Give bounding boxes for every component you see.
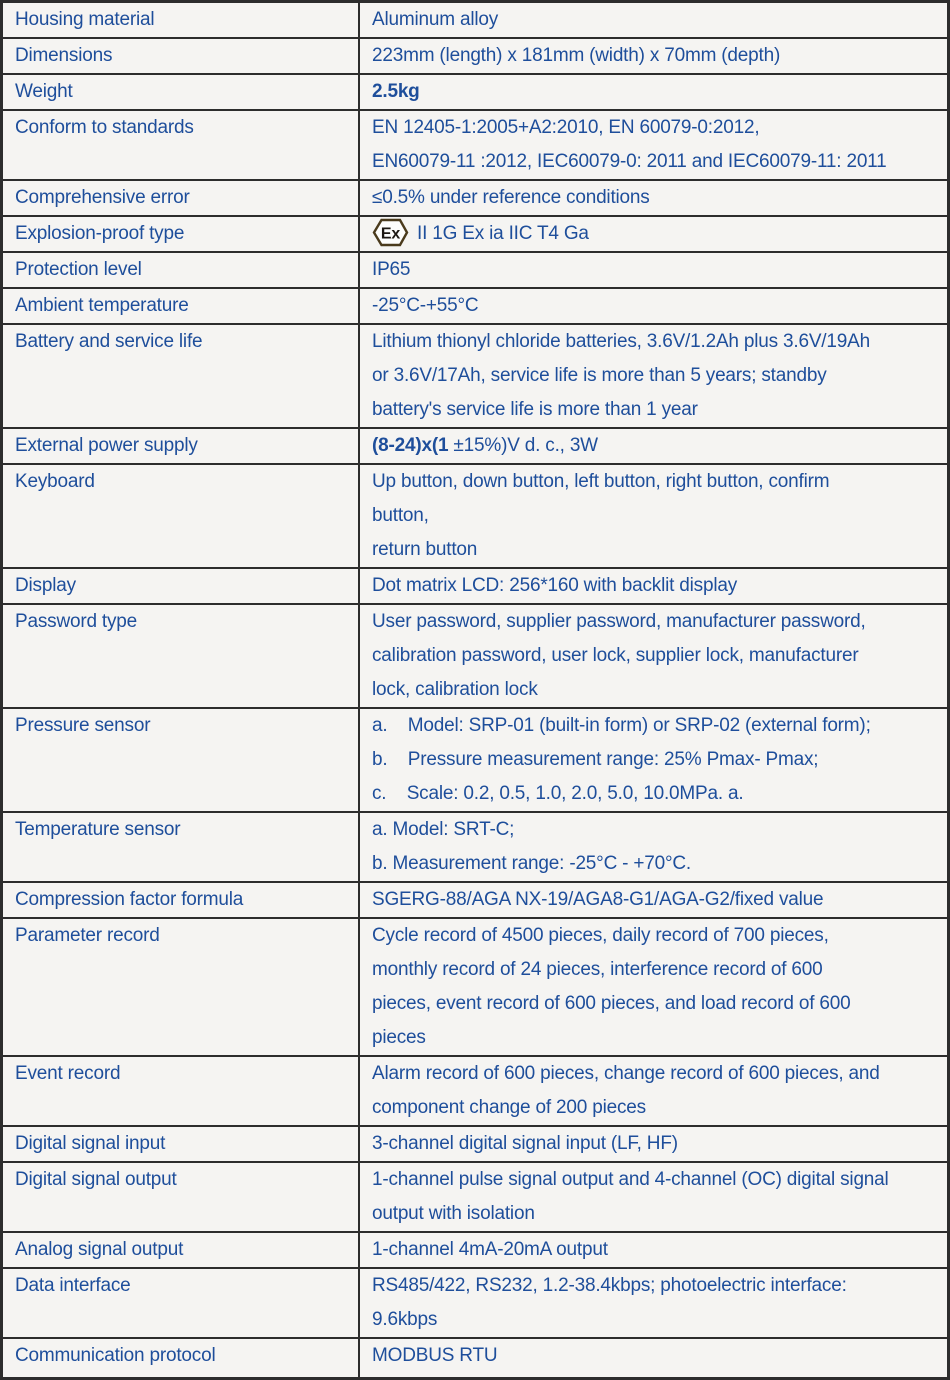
spec-label: Digital signal input	[15, 1133, 166, 1154]
spec-label-cell	[3, 1269, 360, 1337]
spec-label: Display	[15, 575, 76, 596]
spec-value-text: b. Pressure measurement range: 25% Pmax- Pmax;	[372, 749, 819, 770]
table-row	[3, 289, 947, 325]
spec-label: Keyboard	[15, 471, 95, 492]
spec-label: Communication protocol	[15, 1345, 216, 1366]
table-row	[3, 1127, 947, 1163]
spec-label: Battery and service life	[15, 331, 203, 352]
spec-value-cell	[360, 111, 947, 179]
spec-value-text: return button	[372, 539, 478, 560]
spec-value-text: lock, calibration lock	[372, 679, 538, 700]
table-row	[3, 253, 947, 289]
spec-value-line	[372, 533, 939, 567]
spec-value-line	[372, 673, 939, 707]
spec-value-line	[372, 253, 939, 287]
spec-value-line	[372, 39, 939, 73]
spec-value-line	[372, 75, 939, 109]
table-row	[3, 75, 947, 111]
spec-value-text: c. Scale: 0.2, 0.5, 1.0, 2.0, 5.0, 10.0MPa. a.	[372, 783, 744, 804]
table-row	[3, 709, 947, 813]
spec-label-cell	[3, 75, 360, 109]
spec-value-text: 2.5kg	[372, 81, 420, 102]
spec-value-line	[372, 1127, 939, 1161]
spec-value-cell	[360, 1269, 947, 1337]
spec-label: Event record	[15, 1063, 121, 1084]
spec-value-cell	[360, 709, 947, 811]
spec-value-line	[372, 1021, 939, 1055]
spec-value-line	[372, 1197, 939, 1231]
spec-value-line	[372, 181, 939, 215]
spec-value-text: Up button, down button, left button, right button, confirm	[372, 471, 830, 492]
spec-label-cell	[3, 217, 360, 251]
spec-value-text: 3-channel digital signal input (LF, HF)	[372, 1133, 678, 1154]
spec-value-text: calibration password, user lock, supplier lock, manufacturer	[372, 645, 859, 666]
spec-value-text: pieces, event record of 600 pieces, and load record of 600	[372, 993, 851, 1014]
spec-value-text: II 1G Ex ia IIC T4 Ga	[417, 223, 589, 244]
table-row	[3, 883, 947, 919]
spec-value-text: a. Model: SRT-C;	[372, 819, 515, 840]
spec-value-line	[372, 883, 939, 917]
spec-value-line	[372, 145, 939, 179]
spec-value-text: 1-channel pulse signal output and 4-channel (OC) digital signal	[372, 1169, 889, 1190]
spec-label: Ambient temperature	[15, 295, 189, 316]
spec-label-cell	[3, 1339, 360, 1377]
spec-value-line	[372, 777, 939, 811]
spec-value-text: component change of 200 pieces	[372, 1097, 646, 1118]
spec-label: Password type	[15, 611, 138, 632]
spec-value-text: Lithium thionyl chloride batteries, 3.6V/1.2Ah plus 3.6V/19Ah	[372, 331, 870, 352]
spec-label-cell	[3, 1163, 360, 1231]
spec-value-cell	[360, 1233, 947, 1267]
spec-value-line	[372, 919, 939, 953]
ex-icon-label: Ex	[380, 225, 401, 243]
spec-value-text: RS485/422, RS232, 1.2-38.4kbps; photoelectric interface:	[372, 1275, 847, 1296]
spec-value-text: IP65	[372, 259, 411, 280]
spec-value-text: SGERG-88/AGA NX-19/AGA8-G1/AGA-G2/fixed value	[372, 889, 824, 910]
spec-value-cell	[360, 75, 947, 109]
spec-value-line	[372, 639, 939, 673]
spec-value-line	[372, 569, 939, 603]
spec-value-cell	[360, 883, 947, 917]
spec-value-text: monthly record of 24 pieces, interference record of 600	[372, 959, 823, 980]
spec-value-cell	[360, 919, 947, 1055]
spec-label-cell	[3, 111, 360, 179]
table-row	[3, 429, 947, 465]
spec-value-cell	[360, 569, 947, 603]
spec-value-text: 1-channel 4mA-20mA output	[372, 1239, 608, 1260]
spec-label-cell	[3, 253, 360, 287]
spec-label-cell	[3, 325, 360, 427]
table-row	[3, 1269, 947, 1339]
spec-value-text: ±15%)V d. c., 3W	[448, 435, 598, 456]
spec-label-cell	[3, 465, 360, 567]
spec-label: Parameter record	[15, 925, 160, 946]
spec-value-line	[372, 1269, 939, 1303]
table-row	[3, 1163, 947, 1233]
spec-value-cell	[360, 39, 947, 73]
spec-value-text: EN 12405-1:2005+A2:2010, EN 60079-0:2012,	[372, 117, 760, 138]
spec-label-cell	[3, 883, 360, 917]
spec-label: Comprehensive error	[15, 187, 190, 208]
spec-label: Analog signal output	[15, 1239, 184, 1260]
table-row	[3, 217, 947, 253]
table-row	[3, 325, 947, 429]
spec-value-text: pieces	[372, 1027, 426, 1048]
spec-value-cell	[360, 289, 947, 323]
spec-label: Protection level	[15, 259, 142, 280]
spec-label: Conform to standards	[15, 117, 194, 138]
spec-label-cell	[3, 813, 360, 881]
table-row	[3, 569, 947, 605]
spec-value-line	[372, 1057, 939, 1091]
table-row	[3, 39, 947, 75]
spec-value-line	[372, 847, 939, 881]
spec-value-cell	[360, 181, 947, 215]
spec-value-line	[372, 743, 939, 777]
spec-value-line	[372, 953, 939, 987]
spec-value-text: ≤0.5% under reference conditions	[372, 187, 650, 208]
spec-value-line	[372, 111, 939, 145]
spec-value-text: User password, supplier password, manufacturer password,	[372, 611, 866, 632]
spec-value-cell	[360, 3, 947, 37]
spec-value-line	[372, 605, 939, 639]
spec-value-text: a. Model: SRP-01 (built-in form) or SRP-02 (external form);	[372, 715, 871, 736]
table-row	[3, 605, 947, 709]
table-row	[3, 3, 947, 39]
table-row	[3, 919, 947, 1057]
spec-label: Explosion-proof type	[15, 223, 185, 244]
spec-label-cell	[3, 429, 360, 463]
table-row	[3, 1233, 947, 1269]
spec-label: Temperature sensor	[15, 819, 181, 840]
spec-label-cell	[3, 605, 360, 707]
spec-value-line	[372, 325, 939, 359]
spec-value-text: Alarm record of 600 pieces, change record of 600 pieces, and	[372, 1063, 880, 1084]
spec-value-line	[372, 1303, 939, 1337]
spec-label: Weight	[15, 81, 73, 102]
spec-label-cell	[3, 1233, 360, 1267]
spec-value-cell	[360, 605, 947, 707]
spec-label-cell	[3, 39, 360, 73]
spec-value-line	[372, 813, 939, 847]
spec-label: Pressure sensor	[15, 715, 151, 736]
spec-label-cell	[3, 289, 360, 323]
spec-value-cell	[360, 429, 947, 463]
spec-value-cell	[360, 1057, 947, 1125]
table-row	[3, 465, 947, 569]
spec-value-line	[372, 1339, 939, 1373]
spec-label: Compression factor formula	[15, 889, 244, 910]
spec-value-line	[372, 217, 939, 251]
spec-value-cell	[360, 1339, 947, 1377]
spec-value-cell	[360, 813, 947, 881]
spec-value-line	[372, 429, 939, 463]
spec-label: Data interface	[15, 1275, 131, 1296]
spec-value-text: button,	[372, 505, 429, 526]
spec-value-text: EN60079-11 :2012, IEC60079-0: 2011 and IEC60079-11: 2011	[372, 151, 887, 172]
spec-value-line	[372, 359, 939, 393]
table-row	[3, 813, 947, 883]
spec-value-cell	[360, 1163, 947, 1231]
spec-value-line	[372, 709, 939, 743]
spec-label-cell	[3, 569, 360, 603]
spec-value-text: b. Measurement range: -25°C - +70°C.	[372, 853, 692, 874]
spec-value-text: Dot matrix LCD: 256*160 with backlit display	[372, 575, 738, 596]
spec-label-cell	[3, 1057, 360, 1125]
spec-value-line	[372, 289, 939, 323]
spec-value-line	[372, 1233, 939, 1267]
spec-label-cell	[3, 1127, 360, 1161]
spec-label-cell	[3, 919, 360, 1055]
ex-hexagon-icon	[372, 218, 409, 247]
spec-value-cell	[360, 465, 947, 567]
table-row	[3, 181, 947, 217]
spec-value-cell	[360, 325, 947, 427]
spec-value-line	[372, 3, 939, 37]
spec-value-line	[372, 499, 939, 533]
spec-value-text: Aluminum alloy	[372, 9, 499, 30]
spec-label-cell	[3, 181, 360, 215]
spec-value-text: Cycle record of 4500 pieces, daily record of 700 pieces,	[372, 925, 829, 946]
spec-value-line	[372, 987, 939, 1021]
spec-value-line	[372, 465, 939, 499]
spec-label: Digital signal output	[15, 1169, 177, 1190]
table-row	[3, 1339, 947, 1377]
spec-value-text: (8-24)x(1	[372, 435, 449, 456]
spec-value-line	[372, 1091, 939, 1125]
spec-label: Housing material	[15, 9, 155, 30]
spec-value-cell	[360, 1127, 947, 1161]
spec-value-text: output with isolation	[372, 1203, 535, 1224]
spec-value-text: or 3.6V/17Ah, service life is more than 5 years; standby	[372, 365, 827, 386]
spec-value-text: battery's service life is more than 1 year	[372, 399, 698, 420]
spec-label: External power supply	[15, 435, 198, 456]
spec-label-cell	[3, 709, 360, 811]
spec-label-cell	[3, 3, 360, 37]
spec-value-text: 9.6kbps	[372, 1309, 438, 1330]
spec-value-cell	[360, 217, 947, 251]
spec-value-line	[372, 1163, 939, 1197]
table-row	[3, 1057, 947, 1127]
spec-value-cell	[360, 253, 947, 287]
spec-value-line	[372, 393, 939, 427]
spec-label: Dimensions	[15, 45, 113, 66]
spec-value-text: 223mm (length) x 181mm (width) x 70mm (depth)	[372, 45, 781, 66]
spec-value-text: MODBUS RTU	[372, 1345, 498, 1366]
table-row	[3, 111, 947, 181]
spec-value-text: -25°C-+55°C	[372, 295, 479, 316]
